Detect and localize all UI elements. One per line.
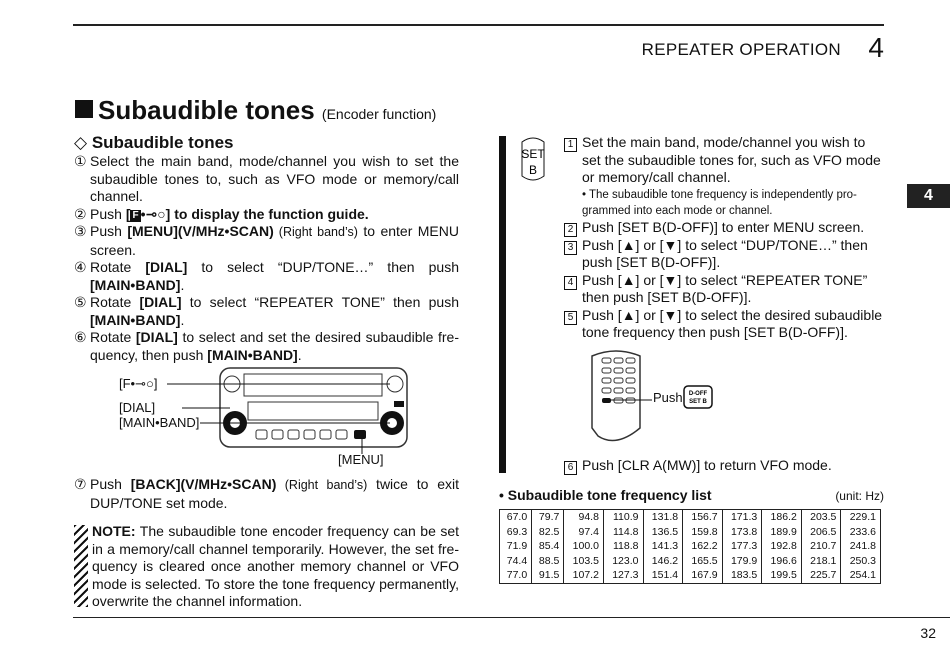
callout-dial: [DIAL]: [119, 400, 156, 415]
callout-main-band: [MAIN•BAND]: [119, 415, 200, 430]
table-unit: (unit: Hz): [835, 489, 884, 503]
table-cell: 225.7: [801, 568, 841, 583]
table-cell: 199.5: [762, 568, 802, 583]
push-label: Push: [653, 390, 683, 405]
table-cell: 114.8: [603, 525, 643, 540]
f-key-icon: F: [132, 209, 139, 221]
table-cell: 254.1: [841, 568, 881, 583]
step-6: ⑥ Rotate [DIAL] to select and set the desired subaudible fre-quency, then push [MAIN•BAND].: [74, 329, 459, 363]
top-rule: [73, 24, 884, 26]
table-cell: 173.8: [722, 525, 762, 540]
table-cell: 151.4: [643, 568, 683, 583]
table-cell: 94.8: [564, 510, 604, 525]
table-row: [500, 568, 881, 583]
table-cell: 69.3: [506, 525, 528, 538]
page-title: Subaudible tones (Encoder function): [75, 95, 436, 126]
table-cell: 107.2: [564, 568, 604, 583]
chapter-number: 4: [868, 32, 884, 63]
table-cell: 74.4: [506, 554, 528, 567]
table-cell: 82.5: [532, 525, 564, 540]
table-cell: 192.8: [762, 539, 802, 554]
table-cell: 162.2: [683, 539, 723, 554]
svg-text:D-OFF: D-OFF: [688, 391, 708, 397]
step-4: ④ Rotate [DIAL] to select “DUP/TONE…” then push [MAIN•BAND].: [74, 259, 459, 293]
table-cell: 186.2: [762, 510, 802, 525]
table-cell: 241.8: [841, 539, 881, 554]
table-cell: 171.3: [722, 510, 762, 525]
table-cell: 218.1: [801, 554, 841, 569]
table-cell: 110.9: [603, 510, 643, 525]
table-cell: 123.0: [603, 554, 643, 569]
diamond-icon: ◇: [74, 133, 88, 152]
note-box: NOTE: The subaudible tone encoder frequency can be set in a memory/call channel temporarily. However, the set fre-quency is cleared once another memory channel or VFO mode is selected. To store the tone frequency permanently, overwrite the channel information.: [74, 523, 459, 611]
step-1: ① Select the main band, mode/channel you wish to set the subaudible tones to, such as VFO mode or memory/call channel.: [74, 153, 459, 204]
table-cell: 79.7: [532, 510, 564, 525]
svg-text:B: B: [528, 163, 538, 177]
table-cell: 88.5: [532, 554, 564, 569]
chapter-name: REPEATER OPERATION: [641, 40, 841, 59]
table-cell: 210.7: [801, 539, 841, 554]
table-cell: 141.3: [643, 539, 683, 554]
table-cell: 189.9: [762, 525, 802, 540]
section-title: ◇ Subaudible tones: [74, 133, 234, 152]
table-cell: 100.0: [564, 539, 604, 554]
table-cell: 233.6: [841, 525, 881, 540]
step-7: ⑦ Push [BACK](V/MHz•SCAN) (Right band’s) twice to exit DUP/TONE set mode.: [74, 476, 460, 511]
table-title: • Subaudible tone frequency list: [499, 487, 712, 503]
tone-frequency-table: [499, 509, 881, 584]
table-cell: 77.0: [506, 569, 528, 581]
table-row: [500, 525, 881, 540]
table-row: [500, 510, 881, 525]
mic-step-6: 6 Push [CLR A(MW)] to return VFO mode.: [564, 457, 884, 475]
table-cell: 146.2: [643, 554, 683, 569]
mic-step-3: 3 Push [▲] or [▼] to select “DUP/TONE…” then push [SET B(D-OFF)].: [564, 237, 884, 272]
table-cell: 127.3: [603, 568, 643, 583]
mic-step-4: 4 Push [▲] or [▼] to select “REPEATER TONE” then push [SET B(D-OFF)].: [564, 272, 884, 307]
table-cell: 165.5: [683, 554, 723, 569]
table-cell: 97.4: [564, 525, 604, 540]
svg-text:SET B: SET B: [689, 399, 707, 405]
table-cell: 167.9: [683, 568, 723, 583]
table-row: [500, 539, 881, 554]
square-bullet-icon: [75, 100, 93, 118]
table-cell: 136.5: [643, 525, 683, 540]
note-hatch-icon: [74, 525, 88, 607]
chapter-side-tab: 4: [907, 184, 950, 208]
table-cell: 71.9: [506, 540, 528, 552]
table-cell: 183.5: [722, 568, 762, 583]
table-cell: 196.6: [762, 554, 802, 569]
callout-menu: [MENU]: [338, 452, 384, 467]
table-row: [500, 554, 881, 569]
table-cell: 250.3: [841, 554, 881, 569]
bottom-rule: [73, 617, 950, 618]
svg-text:SET: SET: [521, 147, 545, 161]
table-cell: 206.5: [801, 525, 841, 540]
step-3: ③ Push [MENU](V/MHz•SCAN) (Right band’s) to enter MENU screen.: [74, 223, 459, 258]
table-cell: 179.9: [722, 554, 762, 569]
table-cell: 91.5: [532, 568, 564, 583]
set-b-key-icon: [518, 136, 548, 182]
table-cell: 85.4: [532, 539, 564, 554]
table-cell: 203.5: [801, 510, 841, 525]
table-cell: 159.8: [683, 525, 723, 540]
mic-step-2: 2 Push [SET B(D-OFF)] to enter MENU screen.: [564, 219, 884, 237]
left-steps: [74, 153, 459, 364]
table-cell: 177.3: [722, 539, 762, 554]
callout-f-key: [F•⊸○]: [119, 376, 158, 391]
right-steps: [564, 134, 884, 342]
table-cell: 103.5: [564, 554, 604, 569]
table-cell: 67.0: [506, 511, 528, 523]
mic-step-5: 5 Push [▲] or [▼] to select the desired subaudible tone frequency then push [SET B(D-OFF)].: [564, 307, 884, 342]
table-cell: 118.8: [603, 539, 643, 554]
step-2: ② Push [ F •⊸○] to display the function guide.: [74, 205, 369, 222]
table-cell: 229.1: [841, 510, 881, 525]
mic-step-1: 1 Set the main band, mode/channel you wish to set the subaudible tones for, such as VFO mode or memory/call channel. • The subaudible tone frequency is independently pro-grammed into each mode or channel.: [564, 134, 884, 219]
page-number: 32: [920, 625, 936, 641]
step-5: ⑤ Rotate [DIAL] to select “REPEATER TONE” then push [MAIN•BAND].: [74, 294, 459, 328]
table-cell: 156.7: [683, 510, 723, 525]
mic-section-bar: [499, 136, 506, 473]
table-cell: 131.8: [643, 510, 683, 525]
